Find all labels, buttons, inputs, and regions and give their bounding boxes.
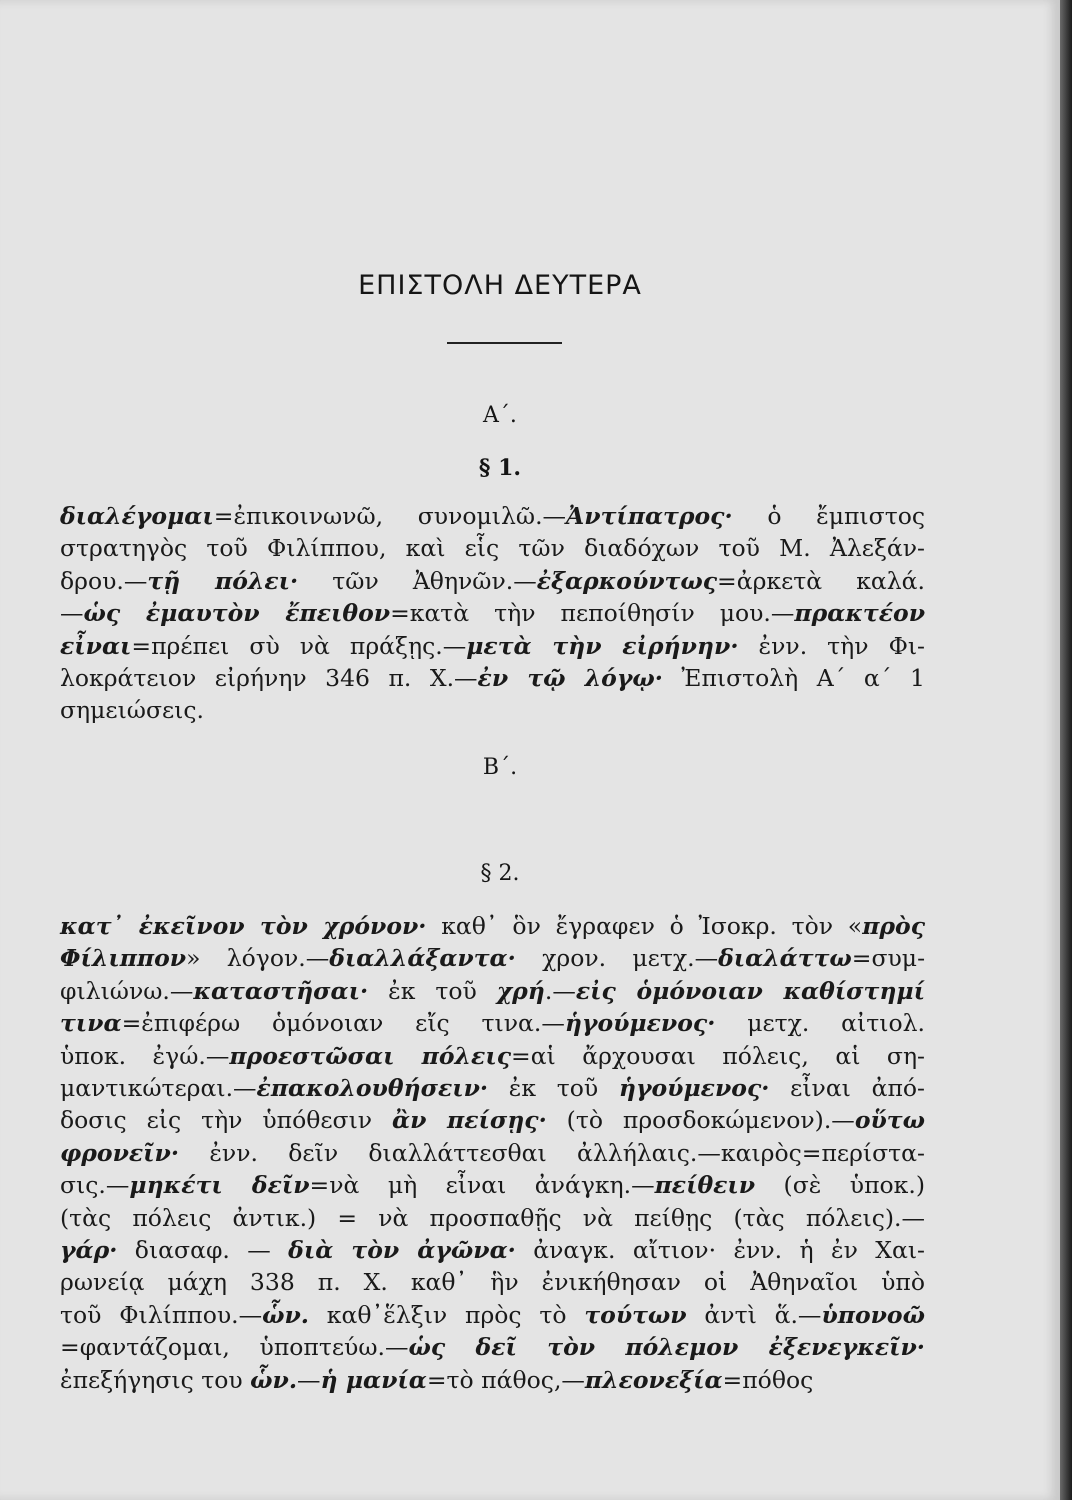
gloss-text: διασαφ. — — [117, 1236, 289, 1265]
gloss-text: σις.— — [60, 1171, 130, 1200]
text-line — [60, 1266, 925, 1298]
text-line — [60, 1137, 925, 1169]
keyword-term: κατ᾽ ἐκεῖνον τὸν χρόνον· — [60, 912, 427, 940]
text-line — [60, 1072, 925, 1104]
gloss-text: μαντικώτεραι.— — [60, 1074, 257, 1103]
text-line — [60, 694, 925, 726]
text-line — [60, 1169, 925, 1201]
gloss-text: καθ᾽ἕλξιν πρὸς τὸ — [309, 1300, 585, 1329]
gloss-text: δοσις εἰς τὴν ὑπόθεσιν — [60, 1106, 392, 1135]
text-line — [60, 1104, 925, 1136]
keyword-term: εἶναι — [60, 631, 132, 660]
gloss-text: — — [60, 599, 84, 628]
keyword-term: προεστῶσαι πόλεις — [229, 1041, 511, 1070]
keyword-term: Ἀντίπατρος· — [566, 502, 733, 530]
gloss-text: =τὸ πάθος,— — [426, 1365, 585, 1394]
keyword-term: τῇ πόλει· — [147, 566, 299, 595]
text-line — [60, 1040, 925, 1072]
gloss-text: =πόθος — [722, 1365, 814, 1394]
gloss-text: ἐκ τοῦ — [368, 976, 497, 1005]
page-edge-shadow — [1060, 0, 1072, 1500]
gloss-text: ἐνν. τὴν Φι- — [738, 631, 925, 660]
gloss-text: δρου.— — [60, 566, 148, 595]
gloss-text: τοῦ Φιλίππου.— — [60, 1300, 263, 1329]
keyword-term: ὧν. — [262, 1300, 309, 1329]
gloss-text: =συμ- — [851, 944, 926, 973]
gloss-text: καθ᾽ ὃν ἔγραφεν ὁ Ἰσοκρ. τὸν « — [426, 912, 863, 940]
keyword-term: πείθειν — [654, 1171, 756, 1200]
keyword-term: γάρ· — [60, 1236, 118, 1265]
text-line — [60, 532, 925, 564]
text-line — [60, 630, 925, 662]
gloss-text: ἐπεξήγησις του — [60, 1365, 251, 1394]
gloss-text: Ἐπιστολὴ Α΄ α΄ 1 — [662, 664, 925, 693]
gloss-text: ἐνν. δεῖν διαλλάττεσθαι ἀλλήλαις.—καιρὸς=περίστα- — [179, 1138, 925, 1167]
paragraph-1 — [60, 500, 925, 727]
gloss-text: ὑποκ. ἐγώ.— — [60, 1041, 230, 1070]
keyword-term: διαλάττω — [718, 944, 852, 973]
text-line — [60, 1364, 925, 1396]
gloss-text: χρον. μετχ.— — [515, 944, 719, 973]
gloss-text: μετχ. αἰτιολ. — [715, 1009, 925, 1038]
keyword-term: οὕτω — [854, 1106, 925, 1135]
keyword-term: τινα — [60, 1009, 122, 1038]
keyword-term: μηκέτι δεῖν — [129, 1171, 310, 1200]
gloss-text: — — [297, 1365, 321, 1394]
gloss-text: =κατὰ τὴν πεποίθησίν μου.— — [390, 599, 795, 628]
keyword-term: ἡγούμενος· — [618, 1074, 770, 1103]
text-line — [60, 1299, 925, 1331]
keyword-term: διαλλάξαντα· — [329, 944, 516, 973]
gloss-text: =πρέπει σὺ νὰ πράξῃς.— — [131, 631, 467, 660]
gloss-text: (σὲ ὑποκ.) — [755, 1171, 925, 1200]
gloss-text: =αἱ ἄρχουσαι πόλεις, αἱ ση- — [511, 1041, 925, 1070]
keyword-term: χρή — [496, 976, 545, 1005]
text-line — [60, 597, 925, 629]
keyword-term: ὡς δεῖ τὸν πόλεμον ἐξενεγκεῖν· — [408, 1333, 925, 1362]
section-2-heading: § 2. — [480, 861, 520, 886]
section-1-heading: § 1. — [478, 455, 522, 481]
keyword-term: διὰ τὸν ἀγῶνα· — [288, 1236, 516, 1265]
keyword-term: ὡς ἐμαυτὸν ἔπειθον — [83, 599, 391, 628]
keyword-term: ὧν. — [250, 1365, 298, 1394]
gloss-text: τῶν Ἀθηνῶν.— — [298, 566, 537, 595]
keyword-term: ἂν πείσῃς· — [392, 1106, 547, 1135]
gloss-text: σημειώσεις. — [60, 696, 205, 725]
text-line — [60, 565, 925, 597]
text-line — [60, 1331, 925, 1363]
text-line — [60, 1234, 925, 1266]
keyword-term: Φίλιππον — [60, 944, 187, 973]
gloss-text: ρωνείᾳ μάχη 338 π. Χ. καθ᾽ ἣν ἐνικήθησαν οἱ Ἀθηναῖοι ὑπὸ — [60, 1268, 925, 1297]
keyword-term: εἰς ὁμόνοιαν καθίστημί — [575, 976, 925, 1005]
paragraph-2 — [60, 910, 925, 1396]
keyword-term: πρακτέον — [794, 599, 926, 628]
keyword-term: φρονεῖν· — [60, 1138, 180, 1167]
text-line — [60, 500, 925, 532]
part-b-heading: Β΄. — [482, 755, 518, 780]
keyword-term: ὑπονοῶ — [821, 1300, 925, 1329]
gloss-text: στρατηγὸς τοῦ Φιλίππου, καὶ εἷς τῶν διαδόχων τοῦ Μ. Ἀλεξάν- — [60, 534, 925, 563]
gloss-text: ὁ ἔμπιστος — [732, 502, 925, 530]
keyword-term: ἐπακολουθήσειν· — [256, 1074, 489, 1103]
keyword-term: ἡγούμενος· — [564, 1009, 716, 1038]
text-line — [60, 662, 925, 694]
keyword-term: πρὸς — [862, 912, 925, 940]
keyword-term: καταστῆσαι· — [193, 976, 369, 1005]
keyword-term: ἐξαρκούντως — [536, 566, 718, 595]
text-line — [60, 1202, 925, 1234]
gloss-text: λοκράτειον εἰρήνην 346 π. Χ.— — [60, 664, 478, 693]
gloss-text: =ἀρκετὰ καλά. — [717, 566, 926, 595]
title-rule — [447, 342, 562, 344]
gloss-text: =ἐπιφέρω ὁμόνοιαν εἴς τινα.— — [121, 1009, 565, 1038]
keyword-term: πλεονεξία — [584, 1365, 723, 1394]
gloss-text: φιλιώνω.— — [60, 976, 194, 1005]
text-line — [60, 975, 925, 1007]
gloss-text: » λόγον.— — [186, 944, 330, 973]
gloss-text: =φαντάζομαι, ὑποπτεύω.— — [60, 1333, 409, 1362]
gloss-text: ἐκ τοῦ — [488, 1074, 619, 1103]
gloss-text: (τὸ προσδοκώμενον).— — [546, 1106, 855, 1135]
gloss-text: ἀναγκ. αἴτιον· ἐνν. ἡ ἐν Χαι- — [515, 1236, 925, 1265]
keyword-term: μετὰ τὴν εἰρήνην· — [466, 631, 739, 660]
text-line — [60, 910, 925, 942]
gloss-text: =νὰ μὴ εἶναι ἀνάγκη.— — [309, 1171, 655, 1200]
keyword-term: τούτων — [584, 1300, 687, 1329]
page-title: ΕΠΙΣΤΟΛΗ ΔΕΥΤΕΡΑ — [358, 270, 642, 301]
keyword-term: ἐν τῷ λόγῳ· — [477, 664, 663, 693]
keyword-term: διαλέγομαι — [60, 502, 214, 530]
keyword-term: ἡ μανία — [320, 1365, 427, 1394]
part-a-heading: Α΄. — [483, 403, 517, 428]
text-line — [60, 1007, 925, 1039]
gloss-text: ἀντὶ ἅ.— — [686, 1300, 822, 1329]
text-line — [60, 942, 925, 974]
gloss-text: εἶναι ἀπό- — [769, 1074, 925, 1103]
gloss-text: =ἐπικοινωνῶ, συνομιλῶ.— — [213, 502, 567, 530]
gloss-text: .— — [544, 976, 576, 1005]
gloss-text: (τὰς πόλεις ἀντικ.) = νὰ προσπαθῇς νὰ πείθῃς (τὰς πόλεις).— — [60, 1203, 925, 1232]
